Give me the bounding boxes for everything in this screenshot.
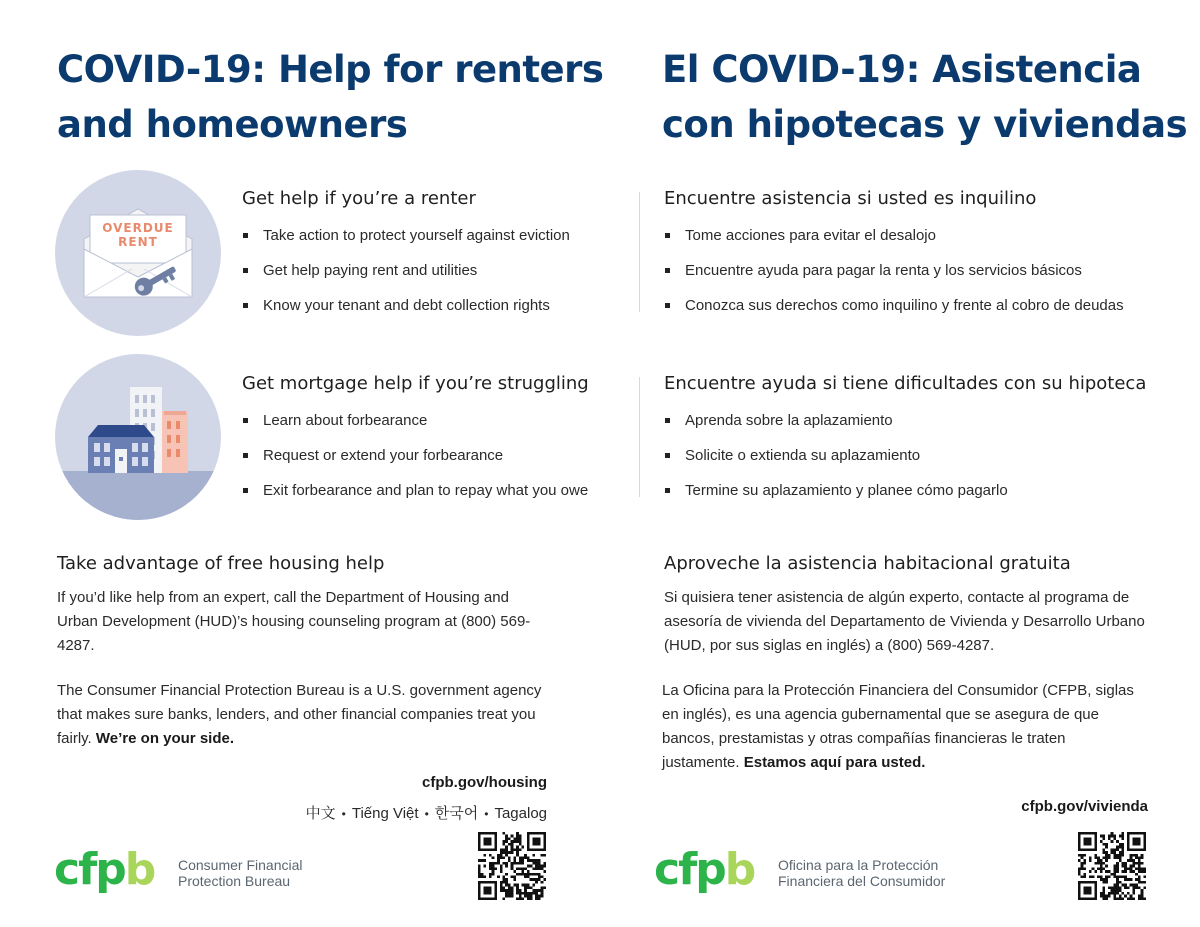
housing-heading-en: Take advantage of free housing help [57, 553, 385, 574]
about-body: La Oficina para la Protección Financiera del Consumidor (CFPB, siglas en inglés), es una agencia gubernamental que se asegura de que bancos, prestamistas y otras compañías financieras le traten justamente. [662, 682, 1134, 771]
divider [639, 377, 640, 497]
logo-agency-name-en [178, 857, 303, 889]
renter-heading-en: Get help if you’re a renter [242, 188, 476, 209]
lang-tagalog[interactable]: Tagalog [494, 805, 547, 822]
wordmark-part: b [724, 844, 755, 895]
overdue-label: OVERDUE [102, 221, 174, 235]
lang-korean[interactable]: 한국어 [434, 805, 479, 822]
mortgage-heading-es: Encuentre ayuda si tiene dificultades con su hipoteca [664, 373, 1147, 394]
envelope-key-illustration [54, 169, 222, 337]
list-item: Learn about forbearance [242, 411, 588, 446]
housing-link-es[interactable]: cfpb.gov/vivienda [1021, 798, 1148, 815]
agency-name-line: Consumer Financial [178, 857, 303, 873]
qr-code [1078, 832, 1146, 900]
list-item: Get help paying rent and utilities [242, 261, 570, 296]
renter-heading-es: Encuentre asistencia si usted es inquilino [664, 188, 1037, 209]
lang-chinese[interactable]: 中文 [305, 805, 336, 822]
mortgage-list-es [664, 411, 1008, 516]
list-item: Solicite o extienda su aplazamiento [664, 446, 1008, 481]
agency-name-line: Protection Bureau [178, 873, 291, 889]
cfpb-wordmark [54, 844, 155, 895]
cfpb-logo-es [654, 844, 755, 895]
housing-heading-es: Aproveche la asistencia habitacional gratuita [664, 553, 1071, 574]
title-line: and homeowners [57, 103, 408, 146]
rent-label: RENT [118, 235, 158, 249]
wordmark-part: b [124, 844, 155, 895]
mortgage-heading-en: Get mortgage help if you’re struggling [242, 373, 589, 394]
about-body: The Consumer Financial Protection Bureau is a U.S. government agency that makes sure banks, lenders, and other financial companies treat you fairly. [57, 682, 542, 747]
list-item: Encuentre ayuda para pagar la renta y los servicios básicos [664, 261, 1124, 296]
about-text-en [57, 679, 552, 751]
wordmark-part: cfp [54, 844, 125, 895]
cfpb-logo-en [54, 844, 155, 895]
page-title-en [57, 42, 603, 152]
list-item: Conozca sus derechos como inquilino y frente al cobro de deudas [664, 296, 1124, 331]
list-item: Know your tenant and debt collection rights [242, 296, 570, 331]
list-item: Tome acciones para evitar el desalojo [664, 226, 1124, 261]
housing-text-en: If you’d like help from an expert, call the Department of Housing and Urban Development (HUD)’s housing counseling program at (800) 569-4287. [57, 589, 531, 654]
list-item: Request or extend your forbearance [242, 446, 588, 481]
title-line: COVID-19: Help for renters [57, 48, 604, 91]
title-line: El COVID-19: Asistencia [662, 48, 1142, 91]
page-title-es [662, 42, 1187, 152]
renter-list-en [242, 226, 570, 331]
agency-name-line: Oficina para la Protección [778, 857, 939, 873]
housing-text-es: Si quisiera tener asistencia de algún experto, contacte al programa de asesoría de vivienda del Departamento de Vivienda y Desarrollo Urbano (HUD, por sus siglas en inglés) a (800) 569-4287. [664, 589, 1145, 654]
wordmark-part: cfp [654, 844, 725, 895]
housing-link-en[interactable]: cfpb.gov/housing [422, 774, 547, 791]
cfpb-wordmark [654, 844, 755, 895]
title-line: con hipotecas y viviendas [662, 103, 1188, 146]
list-item: Termine su aplazamiento y planee cómo pagarlo [664, 481, 1008, 516]
language-links: 中文 • Tiếng Việt • 한국어 • Tagalog [305, 805, 547, 822]
qr-code [478, 832, 546, 900]
about-tagline: We’re on your side. [95, 730, 234, 747]
list-item: Aprenda sobre la aplazamiento [664, 411, 1008, 446]
houses-buildings-illustration [54, 353, 222, 521]
mortgage-list-en [242, 411, 588, 516]
divider [639, 192, 640, 312]
list-item: Take action to protect yourself against eviction [242, 226, 570, 261]
about-text-es [662, 679, 1137, 775]
logo-agency-name-es [778, 857, 945, 889]
lang-vietnamese[interactable]: Tiếng Việt [351, 805, 419, 822]
renter-list-es [664, 226, 1124, 331]
agency-name-line: Financiera del Consumidor [778, 873, 946, 889]
about-tagline: Estamos aquí para usted. [743, 754, 926, 771]
list-item: Exit forbearance and plan to repay what you owe [242, 481, 588, 516]
